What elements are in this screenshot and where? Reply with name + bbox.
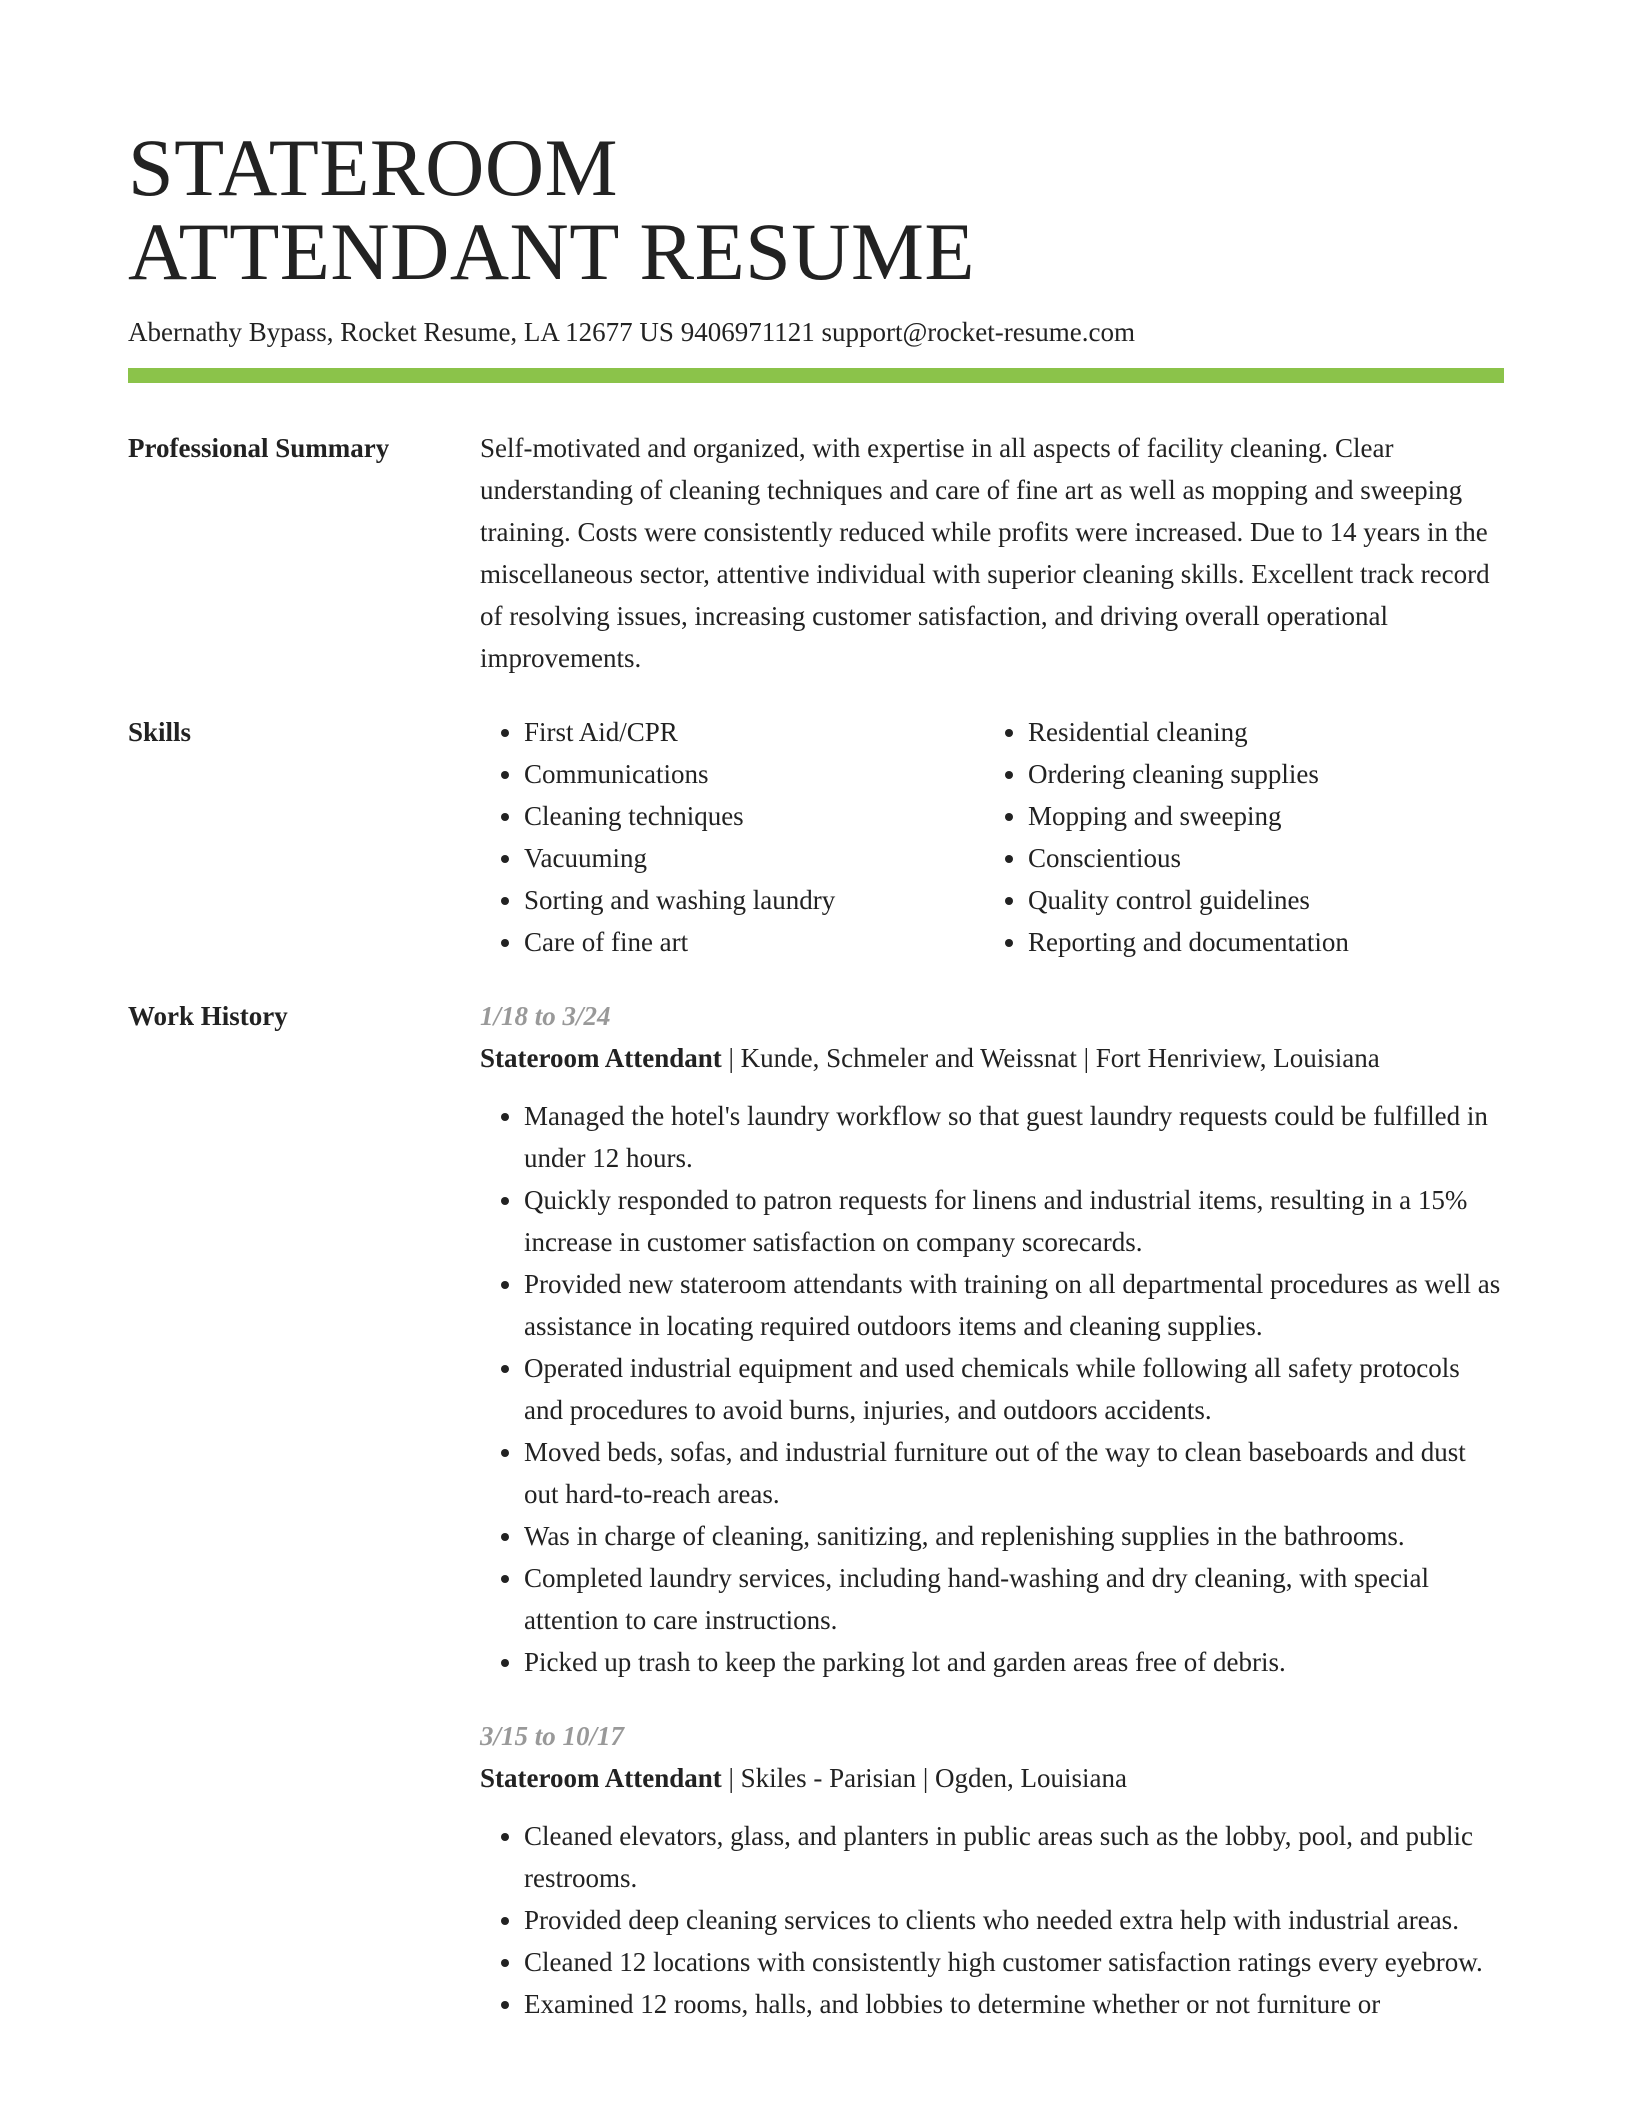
job-bullet-list <box>480 1095 1504 1683</box>
job-bullet: • Provided new stateroom attendants with training on all departmental procedures as well as assistance in locating required outdoors items and cleaning supplies. <box>524 1263 1504 1347</box>
contact-line: Abernathy Bypass, Rocket Resume, LA 12677 US 9406971121 support@rocket-resume.com <box>128 317 1135 347</box>
section-label-skills: Skills <box>128 717 192 747</box>
resume-title <box>128 0 1504 297</box>
job-bullet: • Operated industrial equipment and used chemicals while following all safety protocols and procedures to avoid burns, injuries, and outdoors accidents. <box>524 1347 1504 1431</box>
job-bullet: • Picked up trash to keep the parking lot and garden areas free of debris. <box>524 1641 1504 1683</box>
job-heading <box>480 1757 1504 1799</box>
job-bullet: • Cleaned elevators, glass, and planters in public areas such as the lobby, pool, and public restrooms. <box>524 1815 1504 1899</box>
skill-item: • Vacuuming <box>524 837 984 879</box>
job-bullet: • Completed laundry services, including hand-washing and dry cleaning, with special attention to care instructions. <box>524 1557 1504 1641</box>
skill-item: • Cleaning techniques <box>524 795 984 837</box>
job-entry <box>480 1715 1504 2025</box>
section-label-work: Work History <box>128 1001 288 1031</box>
skills-section <box>128 711 1504 963</box>
job-role: Stateroom Attendant <box>480 1763 722 1793</box>
skill-item: • Reporting and documentation <box>1028 921 1488 963</box>
job-employer-location: | Kunde, Schmeler and Weissnat | Fort Henriview, Louisiana <box>721 1043 1380 1073</box>
skill-item: • Mopping and sweeping <box>1028 795 1488 837</box>
job-bullet: • Managed the hotel's laundry workflow so that guest laundry requests could be fulfilled in under 12 hours. <box>524 1095 1504 1179</box>
skill-item: • Communications <box>524 753 984 795</box>
resume-title-line1: STATEROOM <box>128 122 618 213</box>
accent-divider <box>128 368 1504 383</box>
section-label-summary: Professional Summary <box>128 433 390 463</box>
job-bullet-list <box>480 1815 1504 2025</box>
skill-item: • Care of fine art <box>524 921 984 963</box>
job-bullet: • Quickly responded to patron requests for linens and industrial items, resulting in a 15% increase in customer satisfaction on company scorecards. <box>524 1179 1504 1263</box>
job-dates: 1/18 to 3/24 <box>480 1001 611 1031</box>
skill-item: • Ordering cleaning supplies <box>1028 753 1488 795</box>
skills-list-right <box>984 711 1488 963</box>
resume-title-line2: ATTENDANT RESUME <box>128 206 975 297</box>
job-bullet: • Provided deep cleaning services to clients who needed extra help with industrial areas. <box>524 1899 1504 1941</box>
job-bullet: • Was in charge of cleaning, sanitizing, and replenishing supplies in the bathrooms. <box>524 1515 1504 1557</box>
skill-item: • First Aid/CPR <box>524 711 984 753</box>
skill-item: • Quality control guidelines <box>1028 879 1488 921</box>
work-history-section <box>128 995 1504 2025</box>
job-employer-location: | Skiles - Parisian | Ogden, Louisiana <box>721 1763 1127 1793</box>
job-dates: 3/15 to 10/17 <box>480 1721 625 1751</box>
skill-item: • Residential cleaning <box>1028 711 1488 753</box>
job-heading <box>480 1037 1504 1079</box>
skills-list-left <box>480 711 984 963</box>
skill-item: • Conscientious <box>1028 837 1488 879</box>
skill-item: • Sorting and washing laundry <box>524 879 984 921</box>
job-bullet: • Cleaned 12 locations with consistently high customer satisfaction ratings every eyebrow. <box>524 1941 1504 1983</box>
job-bullet: • Examined 12 rooms, halls, and lobbies to determine whether or not furniture or <box>524 1983 1504 2025</box>
job-role: Stateroom Attendant <box>480 1043 722 1073</box>
professional-summary-section <box>128 427 1504 679</box>
job-entry <box>480 995 1504 1683</box>
summary-text: Self-motivated and organized, with expertise in all aspects of facility cleaning. Clear understanding of cleaning techniques and care of fine art as well as mopping and sweeping training. Costs were consistently reduced while profits were increased. Due to 14 years in the miscellaneous sector, attentive individual with superior cleaning skills. Excellent track record of resolving issues, increasing customer satisfaction, and driving overall operational improvements. <box>480 433 1490 673</box>
resume-page <box>128 0 1504 2025</box>
job-bullet: • Moved beds, sofas, and industrial furniture out of the way to clean baseboards and dust out hard-to-reach areas. <box>524 1431 1504 1515</box>
